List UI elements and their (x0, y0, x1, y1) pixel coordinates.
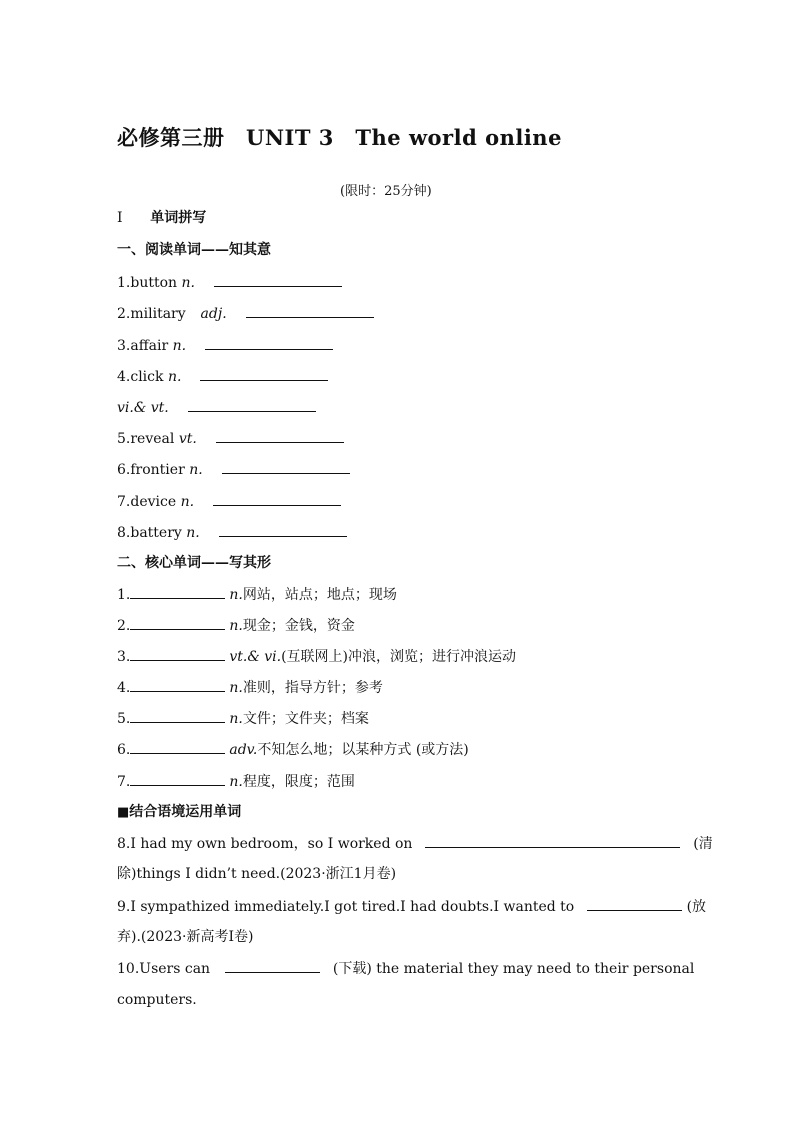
part-of-speech: n. (189, 462, 203, 478)
read-word: 6.frontier (117, 462, 185, 478)
meaning: 不知怎么地；以某种方式 (或方法) (257, 742, 469, 758)
read-word: 1.button (117, 275, 178, 291)
answer-blank[interactable] (219, 522, 347, 537)
read-word-item (117, 428, 344, 449)
context-heading (117, 802, 241, 823)
item-number: 1. (117, 587, 131, 603)
part-of-speech: adj. (200, 306, 227, 322)
part-of-speech: n. (180, 494, 195, 510)
meaning: (互联网上)冲浪，浏览；进行冲浪运动 (281, 649, 517, 665)
square-bullet-icon: ■ (117, 805, 130, 820)
answer-blank[interactable] (205, 335, 333, 350)
core-word-item (117, 584, 397, 605)
answer-blank[interactable] (130, 584, 225, 599)
meaning: 准则，指导方针；参考 (242, 680, 383, 696)
page-title: 必修第三册 UNIT 3 The world online (117, 125, 562, 150)
sentence-q9-line1 (117, 896, 707, 917)
part-of-speech: n. (167, 369, 182, 385)
core-word-item (117, 771, 355, 792)
read-word: 8.battery (117, 525, 182, 541)
sentence-text: (下载) the material they may need to their personal (332, 961, 695, 977)
answer-blank[interactable] (225, 958, 320, 973)
answer-blank[interactable] (213, 491, 341, 506)
answer-blank[interactable] (188, 397, 316, 412)
part-of-speech: vi.& vt. (117, 400, 169, 416)
part-two-heading: 二、核心单词——写其形 (117, 555, 271, 571)
answer-blank[interactable] (130, 771, 225, 786)
read-word-item (117, 272, 342, 293)
read-word-item (117, 335, 333, 356)
core-word-item (117, 677, 383, 698)
sentence-q10-line1 (117, 958, 695, 979)
answer-blank[interactable] (130, 708, 225, 723)
part-of-speech: n. (186, 525, 200, 541)
item-number: 4. (117, 680, 131, 696)
answer-blank[interactable] (130, 615, 225, 630)
read-word: 7.device (117, 494, 177, 510)
meaning: 网站，站点；地点；现场 (242, 587, 397, 603)
meaning: 现金；金钱，资金 (242, 618, 355, 634)
sentence-q9-line2: 弃).(2023·新高考Ⅰ卷) (117, 929, 254, 945)
read-word: 2.military (117, 306, 186, 322)
part-of-speech: n. (229, 587, 243, 603)
part-of-speech: n. (229, 774, 243, 790)
part-of-speech: adv. (229, 742, 258, 758)
section-one-heading (117, 208, 206, 228)
section-label: 单词拼写 (150, 210, 207, 226)
answer-blank[interactable] (200, 366, 328, 381)
sentence-text: 8.I had my own bedroom，so I worked on (117, 836, 413, 852)
answer-blank[interactable] (214, 272, 342, 287)
time-limit: (限时：25分钟) (340, 184, 432, 199)
meaning: 程度，限度；范围 (242, 774, 355, 790)
item-number: 3. (117, 649, 131, 665)
sentence-q10-line2: computers. (117, 992, 197, 1008)
answer-blank[interactable] (222, 459, 350, 474)
read-word-item (117, 397, 316, 418)
read-word-item (117, 459, 350, 480)
item-number: 7. (117, 774, 131, 790)
answer-blank[interactable] (587, 896, 682, 911)
core-word-item (117, 708, 369, 729)
meaning: 文件；文件夹；档案 (242, 711, 369, 727)
part-of-speech: n. (181, 275, 195, 291)
read-word: 4.click (117, 369, 164, 385)
sentence-hint: (放 (686, 899, 707, 915)
read-word: 3.affair (117, 338, 169, 354)
sentence-hint: (清 (693, 836, 713, 852)
read-word-item (117, 303, 374, 324)
answer-blank[interactable] (130, 677, 225, 692)
read-word-item (117, 491, 341, 512)
part-of-speech: n. (229, 680, 243, 696)
part-of-speech: vt. (178, 431, 197, 447)
part-of-speech: n. (229, 711, 243, 727)
context-heading-label: 结合语境运用单词 (129, 804, 242, 820)
part-of-speech: n. (172, 338, 187, 354)
answer-blank[interactable] (216, 428, 344, 443)
sentence-q8-line1 (117, 833, 713, 854)
sentence-text: 9.I sympathized immediately.I got tired.I had doubts.I wanted to (117, 899, 575, 915)
core-word-item (117, 646, 516, 667)
read-word-item (117, 366, 328, 387)
item-number: 5. (117, 711, 131, 727)
item-number: 6. (117, 742, 131, 758)
answer-blank[interactable] (130, 739, 225, 754)
part-of-speech: vt.& vi. (229, 649, 282, 665)
answer-blank[interactable] (246, 303, 374, 318)
part-of-speech: n. (229, 618, 243, 634)
sentence-text: 10.Users can (117, 961, 211, 977)
core-word-item (117, 615, 355, 636)
part-one-heading: 一、阅读单词——知其意 (117, 242, 271, 258)
read-word-item (117, 522, 347, 543)
core-word-item (117, 739, 469, 760)
answer-blank[interactable] (425, 833, 680, 848)
item-number: 2. (117, 618, 131, 634)
sentence-q8-line2: 除)things I didn’t need.(2023·浙江1月卷) (117, 866, 397, 882)
section-roman-numeral: Ⅰ (117, 210, 123, 226)
answer-blank[interactable] (130, 646, 225, 661)
read-word: 5.reveal (117, 431, 175, 447)
